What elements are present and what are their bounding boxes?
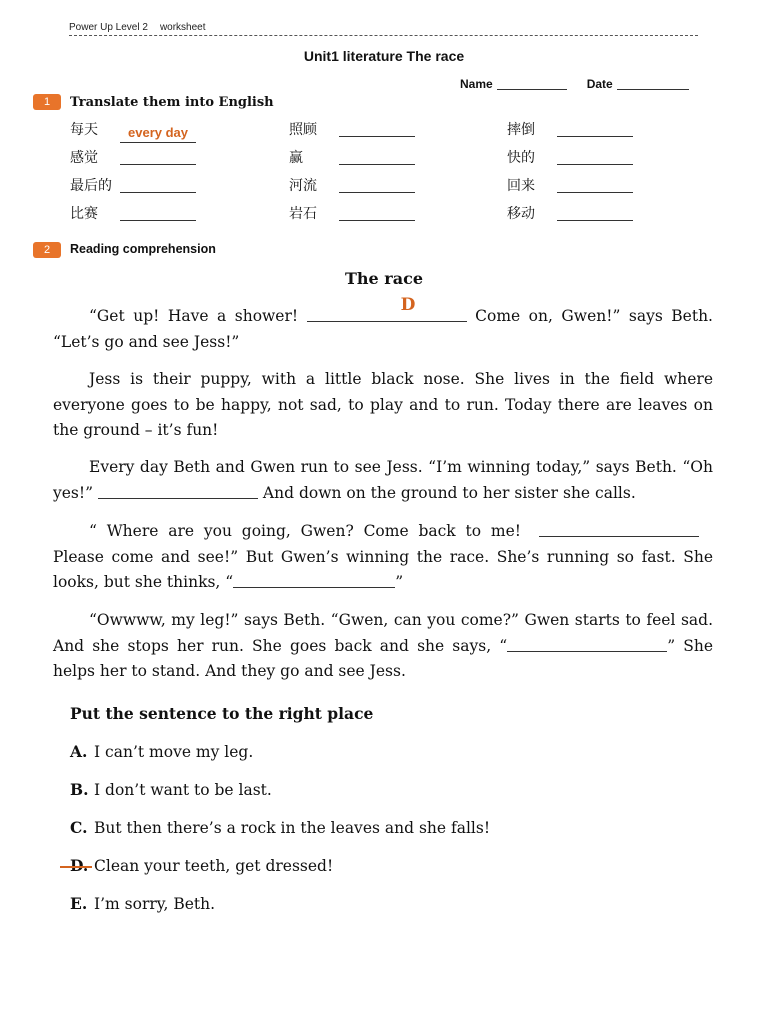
answer-blank-4[interactable] [233,573,395,588]
header-divider [69,35,698,36]
option-text: I don’t want to be last. [94,781,272,799]
answer-blank-1-value: D [400,295,416,315]
vocab-chinese: 河流 [289,178,317,194]
paragraph-4 [53,519,713,596]
paragraph-5 [53,608,713,685]
p4-text-c: ” [395,573,404,591]
name-date-row [460,77,689,91]
p1-text-a: “Get up! Have a shower! [89,307,299,325]
section-1-badge: 1 [33,94,61,110]
vocab-item [289,203,415,223]
paragraph-3 [53,455,713,506]
vocab-answer-field[interactable] [557,176,633,193]
option-text: I’m sorry, Beth. [94,895,216,913]
vocab-answer-field[interactable]: every day [120,126,196,143]
vocab-item [507,119,633,139]
vocab-answer-field[interactable] [557,148,633,165]
vocab-chinese: 快的 [507,150,535,166]
paragraph-1 [53,295,713,355]
vocab-item [289,175,415,195]
vocab-answer-field[interactable] [557,120,633,137]
option-item [70,780,272,799]
vocab-answer-field[interactable] [120,176,196,193]
vocab-answer-field[interactable] [339,204,415,221]
vocab-answer-field[interactable] [557,204,633,221]
option-item [70,742,253,761]
option-text: Clean your teeth, get dressed! [94,857,334,875]
vocab-answer-field[interactable] [120,204,196,221]
course-name: Power Up Level 2 [69,22,148,33]
answer-blank-1[interactable] [307,295,467,322]
option-letter: C. [70,818,88,837]
section-2-label: Reading comprehension [70,242,216,256]
p3-text-b: And down on the ground to her sister she calls. [262,483,636,502]
p4-text-b: Please come and see!” But Gwen’s winning the race. She’s running so fast. She looks, but she thinks, “ [53,547,713,591]
option-letter: A. [70,742,88,761]
option-item [70,856,333,875]
option-item [70,894,215,913]
p1-text-b: Come on, Gwen!” says Beth. “Let’s go and see Jess!” [53,307,713,351]
vocab-chinese: 赢 [289,150,303,166]
vocab-item [70,203,196,223]
option-text: But then there’s a rock in the leaves and she falls! [94,819,491,837]
answer-blank-2[interactable] [98,484,258,499]
paragraph-2: Jess is their puppy, with a little black nose. She lives in the field where everyone goes to be happy, not sad, to play and to run. Today there are leaves on the ground – it’s fun! [53,370,713,439]
vocab-answer-field[interactable] [339,148,415,165]
vocab-chinese: 最后的 [70,178,112,194]
section-1-label: Translate them into English [70,95,274,110]
vocab-chinese: 比赛 [70,206,98,222]
p5-text-a: “Owwww, my leg!” says Beth. “Gwen, can you come?” Gwen starts to feel sad. And she stops her run. She goes back and she says, “ [53,611,713,655]
vocab-answer-field[interactable] [120,148,196,165]
instruction: Put the sentence to the right place [70,704,374,723]
page-title: Unit1 literature The race [303,48,465,64]
option-letter: B. [70,780,89,799]
option-item [70,818,490,837]
worksheet-header [69,22,206,33]
vocab-item [70,175,196,195]
date-field[interactable] [617,79,689,90]
vocab-item [507,203,633,223]
vocab-item [507,175,633,195]
p3-text-a: Every day Beth and Gwen run to see Jess. “I’m winning today,” says Beth. “Oh yes!” [53,458,713,502]
date-label: Date [586,77,613,91]
name-field[interactable] [497,79,567,90]
vocab-chinese: 照顾 [289,122,317,138]
option-text: I can’t move my leg. [94,743,254,761]
vocab-chinese: 感觉 [70,150,98,166]
p5-text-b: ” She helps her to stand. And they go and see Jess. [53,636,714,680]
answer-blank-5[interactable] [507,637,667,652]
name-label: Name [460,77,493,91]
vocab-item [70,147,196,167]
vocab-answer-field[interactable] [339,176,415,193]
vocab-item [289,147,415,167]
story-title: The race [344,269,423,288]
vocab-chinese: 移动 [507,206,535,222]
section-2-badge: 2 [33,242,61,258]
vocab-chinese: 回来 [507,178,535,194]
vocab-item [70,119,196,143]
vocab-chinese: 每天 [70,122,98,138]
strikethrough-mark [60,866,92,868]
answer-blank-3[interactable] [539,522,699,537]
vocab-chinese: 摔倒 [507,122,535,138]
option-letter: E. [70,894,88,913]
worksheet-type: worksheet [159,22,206,33]
vocab-chinese: 岩石 [289,206,317,222]
p4-text-a: “ Where are you going, Gwen? Come back to me! [89,522,521,540]
vocab-item [507,147,633,167]
vocab-answer-field[interactable] [339,120,415,137]
vocab-item [289,119,415,139]
